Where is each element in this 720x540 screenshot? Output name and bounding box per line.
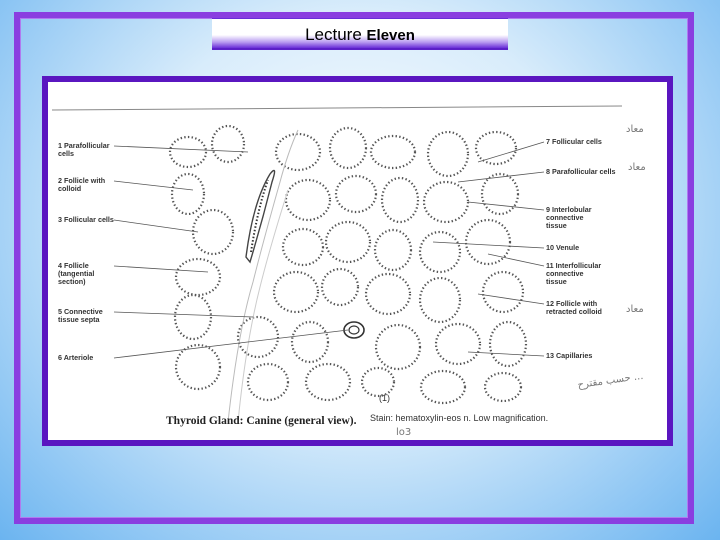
figure-stain-note: Stain: hematoxylin-eos n. Low magnification. [370,413,549,423]
left-label-4-line-2: (tangential [58,269,95,278]
thyroid-histology-drawing [48,82,667,440]
right-label-3-line-2: connective [546,213,584,222]
left-label-2-line-2: colloid [58,184,82,193]
left-label-5-line-1: 5 Connective [58,307,103,316]
left-label-1-line-1: 1 Parafollicular [58,141,110,150]
slide-title-bar [212,18,508,50]
left-label-4-line-1: 4 Follicle [58,261,89,270]
right-label-7-line-1: 13 Capillaries [546,351,593,360]
slide-title [305,25,415,45]
handwritten-note-1: معاد [626,124,644,135]
left-label-3-line-1: 3 Follicular cells [58,215,114,224]
left-label-4-line-3: section) [58,277,86,286]
scan-top-line [52,106,622,110]
right-label-1-line-1: 7 Follicular cells [546,137,602,146]
tissue-region [166,126,526,408]
right-label-4-line-1: 10 Venule [546,243,580,252]
right-label-3-line-3: tissue [546,221,567,230]
left-label-2-line-1: 2 Follicle with [58,176,106,185]
right-label-3-line-1: 9 Interlobular [546,205,592,214]
right-label-5-line-2: connective [546,269,584,278]
right-label-5-line-3: tissue [546,277,567,286]
left-label-5-line-2: tissue septa [58,315,100,324]
right-label-6-line-2: retracted colloid [546,307,602,316]
figure-caption: Thyroid Gland: Canine (general view). [166,415,357,427]
title-word-eleven: Eleven [366,27,415,44]
right-label-2-line-1: 8 Parafollicular cells [546,167,616,176]
handwritten-note-2: معاد [628,162,646,173]
title-word-lecture: Lecture [305,25,362,44]
scale-mark: (1) [379,393,390,403]
left-label-6-line-1: 6 Arteriole [58,353,94,362]
right-label-5-line-1: 11 Interfollicular [546,261,602,270]
left-label-1-line-2: cells [58,149,74,158]
right-label-6-line-1: 12 Follicle with [546,299,598,308]
page-note: lo3 [396,427,412,438]
histology-figure-frame [42,76,673,446]
handwritten-note-4: حسب مقترح ... [576,370,645,391]
handwritten-note-3: معاد [626,304,644,315]
